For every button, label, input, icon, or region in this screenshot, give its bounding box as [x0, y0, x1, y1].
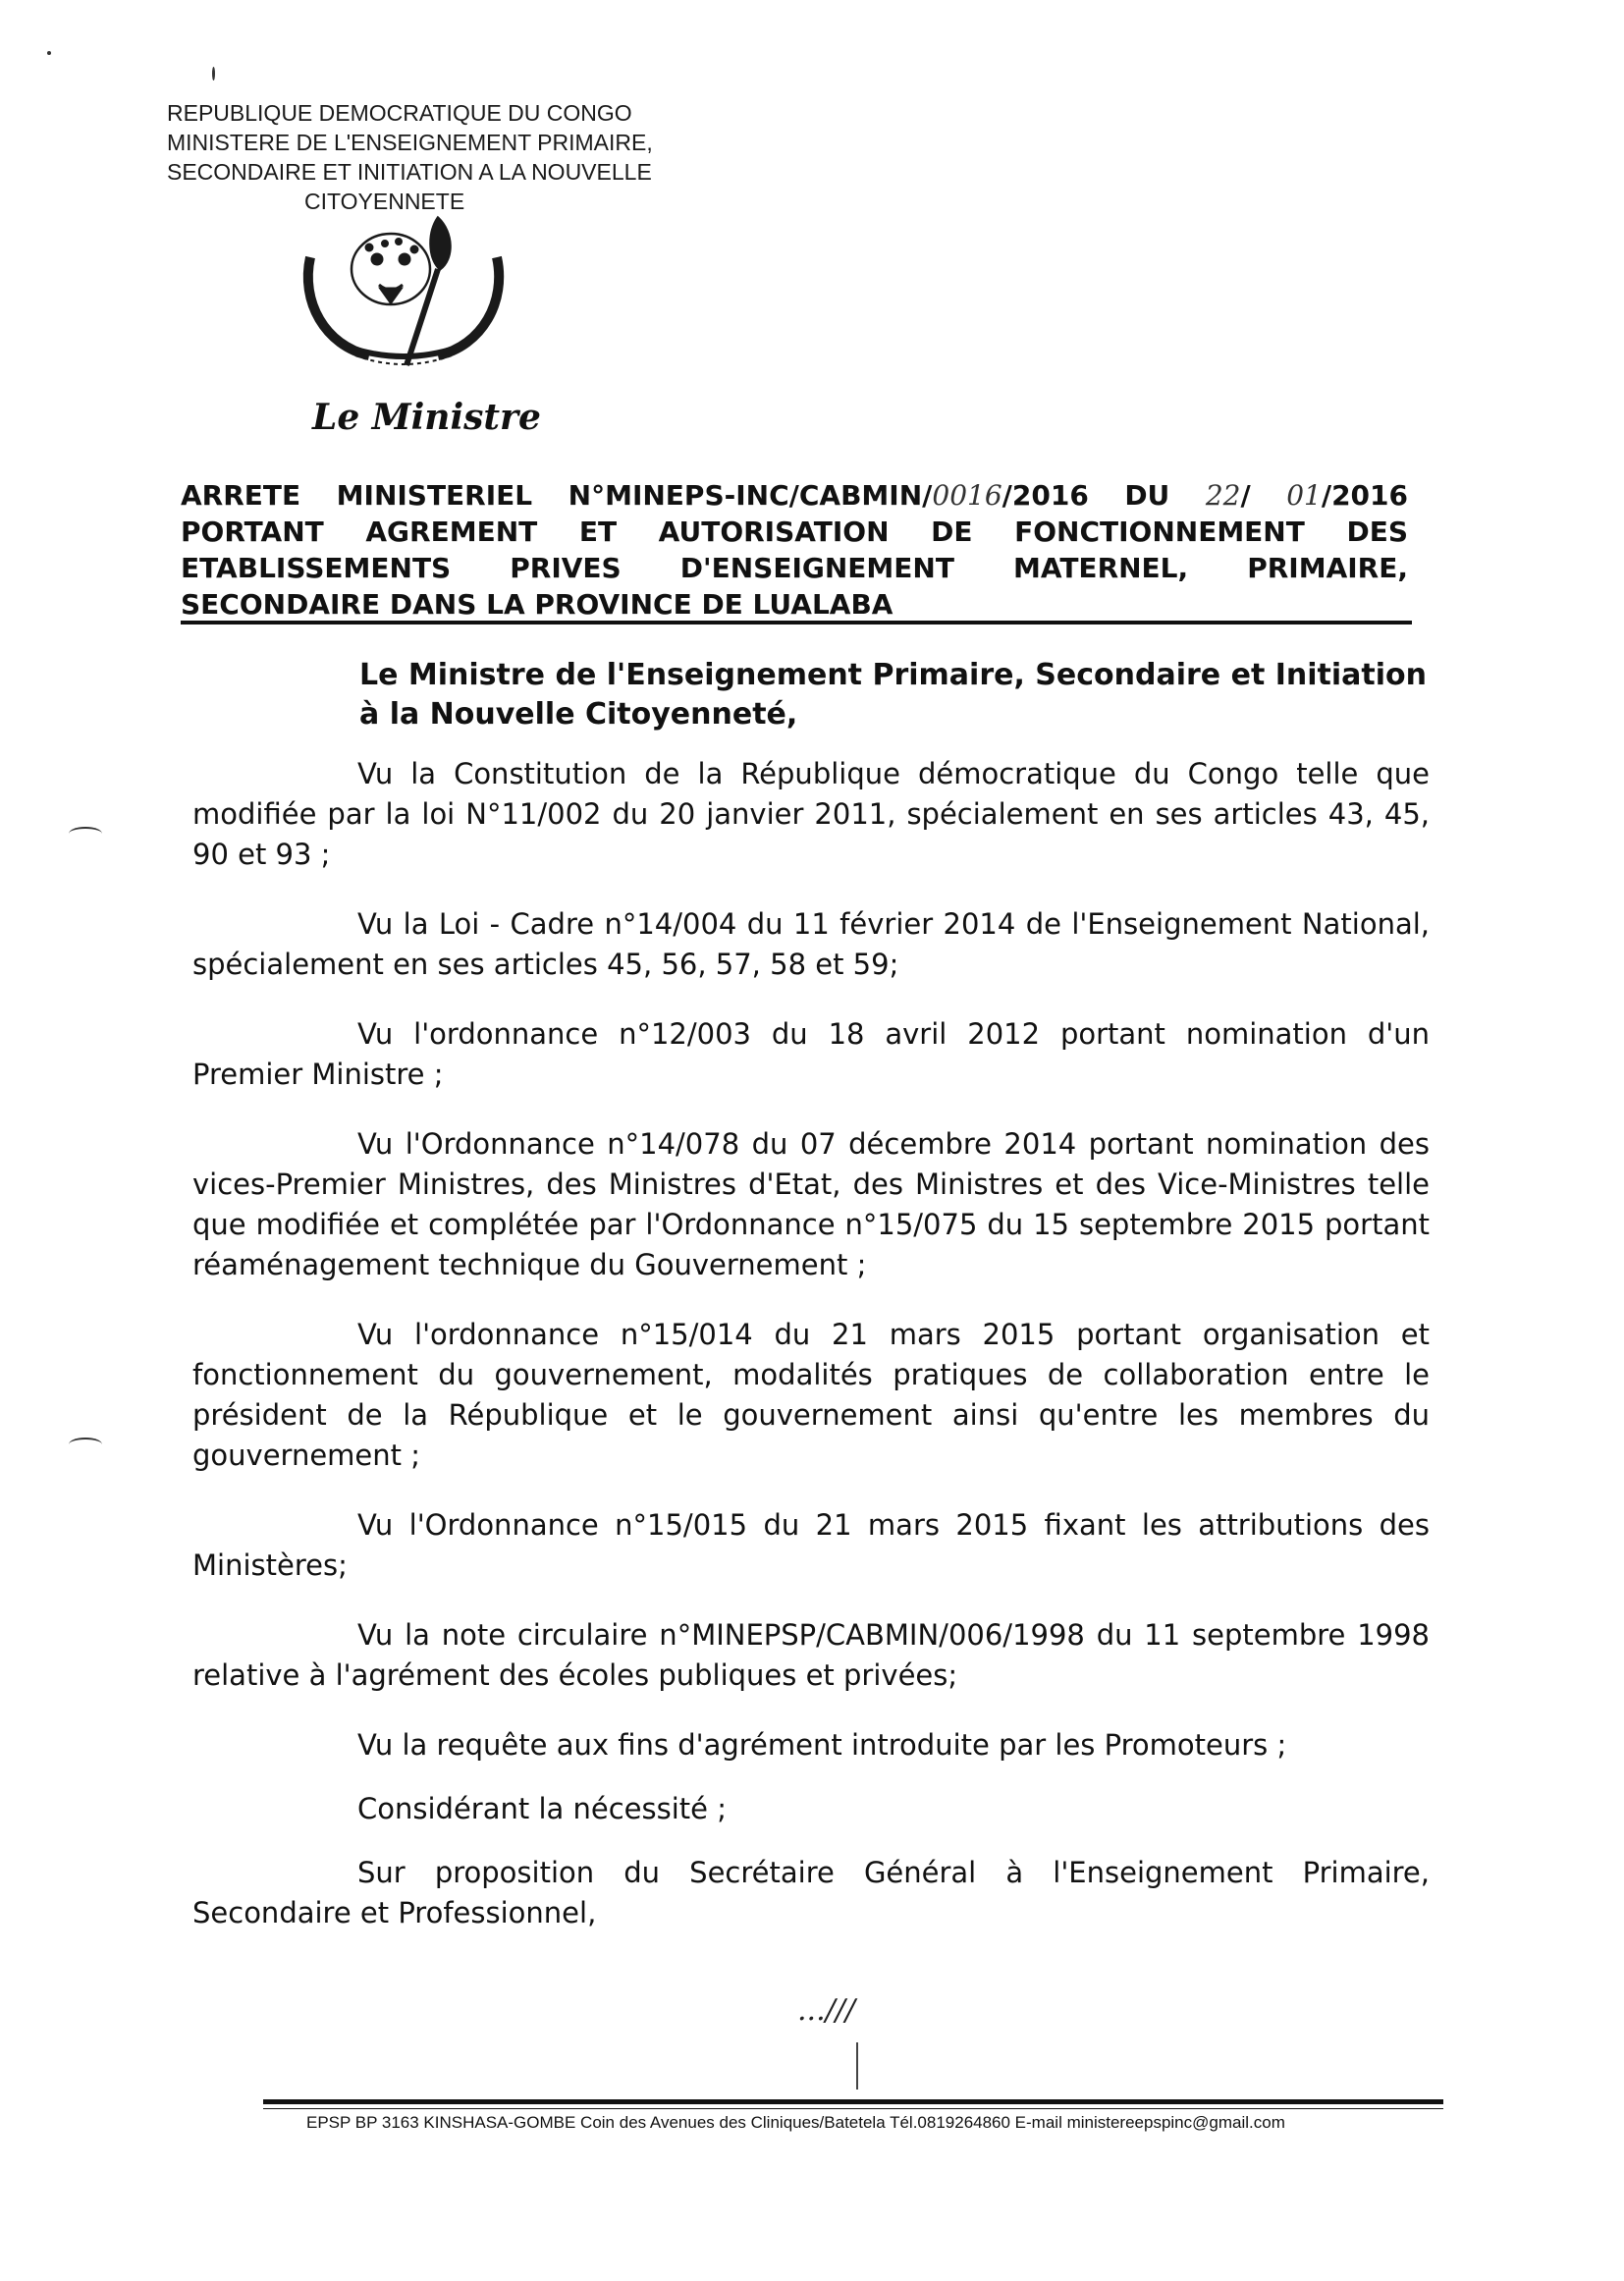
title-underline — [181, 621, 1412, 625]
decree-title-line4: SECONDAIRE DANS LA PROVINCE DE LUALABA — [181, 588, 893, 621]
visa-note-circulaire: Vu la note circulaire n°MINEPSP/CABMIN/006/1998 du 11 septembre 1998 relative à l'agrément des écoles publiques et privées; — [192, 1618, 1430, 1692]
letterhead — [167, 98, 756, 216]
coat-of-arms-icon — [291, 208, 516, 385]
continuation-mark: .../// — [797, 1993, 855, 2028]
footer-address: EPSP BP 3163 KINSHASA-GOMBE Coin des Avenues des Cliniques/Batetela Tél.0819264860 E-mail ministereepspinc@gmail.com — [306, 2113, 1285, 2132]
visa-ordonnance-attributions: Vu l'Ordonnance n°15/015 du 21 mars 2015 fixant les attributions des Ministères; — [192, 1508, 1430, 1582]
punch-hole-mark — [69, 1438, 102, 1451]
letterhead-ministry-line3: CITOYENNETE — [304, 189, 465, 214]
punch-hole-mark — [69, 827, 102, 841]
decree-title — [181, 477, 1408, 623]
considerant: Considérant la nécessité ; — [357, 1792, 727, 1825]
visa-ordonnance-gouvernement: Vu l'Ordonnance n°14/078 du 07 décembre 2014 portant nomination des vices-Premier Ministres, des Ministres d'Etat, des Ministres et des Vice-Ministres telle que modifiée et complétée par l'Ordonnance n°15/075 du 15 septembre 2015 portant réaménagement technique du Gouvernement ; — [192, 1127, 1430, 1281]
minister-signature-title: Le Ministre — [312, 397, 541, 438]
decree-number-prefix: ARRETE MINISTERIEL N°MINEPS-INC/CABMIN/ — [181, 479, 933, 512]
decree-date-separator: / — [1240, 479, 1287, 512]
visa-ordonnance-premier-ministre: Vu l'ordonnance n°12/003 du 18 avril 2012 portant nomination d'un Premier Ministre ; — [192, 1017, 1430, 1091]
continuation-stroke — [856, 2042, 858, 2090]
visa-loi-cadre: Vu la Loi - Cadre n°14/004 du 11 février 2014 de l'Enseignement National, spécialement en ses articles 45, 56, 57, 58 et 59; — [192, 907, 1430, 981]
letterhead-ministry-line1: MINISTERE DE L'ENSEIGNEMENT PRIMAIRE, — [167, 130, 653, 155]
decree-number-handwritten: 0016 — [932, 479, 1002, 512]
visa-requete: Vu la requête aux fins d'agrément introduite par les Promoteurs ; — [357, 1728, 1287, 1762]
decree-body — [192, 656, 1430, 1963]
footer-rule-thin — [263, 2108, 1443, 2109]
decree-year: /2016 — [1321, 479, 1408, 512]
decree-month-handwritten: 01 — [1286, 479, 1322, 512]
decree-day-handwritten: 22 — [1205, 479, 1241, 512]
decree-date-prefix: /2016 DU — [1001, 479, 1206, 512]
scan-speck — [47, 51, 51, 55]
letterhead-country: REPUBLIQUE DEMOCRATIQUE DU CONGO — [167, 100, 632, 126]
sur-proposition: Sur proposition du Secrétaire Général à l'Enseignement Primaire, Secondaire et Professionnel, — [192, 1856, 1430, 1929]
scan-speck — [212, 67, 215, 81]
visa-ordonnance-organisation: Vu l'ordonnance n°15/014 du 21 mars 2015 portant organisation et fonctionnement du gouvernement, modalités pratiques de collaboration entre le président de la République et le gouvernement ainsi qu'entre les membres du gouvernement ; — [192, 1318, 1430, 1472]
decree-title-line1 — [181, 477, 1408, 514]
decree-title-line2: PORTANT AGREMENT ET AUTORISATION DE FONCTIONNEMENT DES — [181, 516, 1408, 548]
footer-rule — [263, 2099, 1443, 2104]
letterhead-ministry-line2: SECONDAIRE ET INITIATION A LA NOUVELLE — [167, 159, 652, 185]
decree-title-line3: ETABLISSEMENTS PRIVES D'ENSEIGNEMENT MATERNEL, PRIMAIRE, — [181, 552, 1408, 584]
visa-constitution: Vu la Constitution de la République démocratique du Congo telle que modifiée par la loi N°11/002 du 20 janvier 2011, spécialement en ses articles 43, 45, 90 et 93 ; — [192, 757, 1430, 871]
preamble: Le Ministre de l'Enseignement Primaire, Secondaire et Initiation à la Nouvelle Citoyenneté, — [359, 658, 1427, 732]
